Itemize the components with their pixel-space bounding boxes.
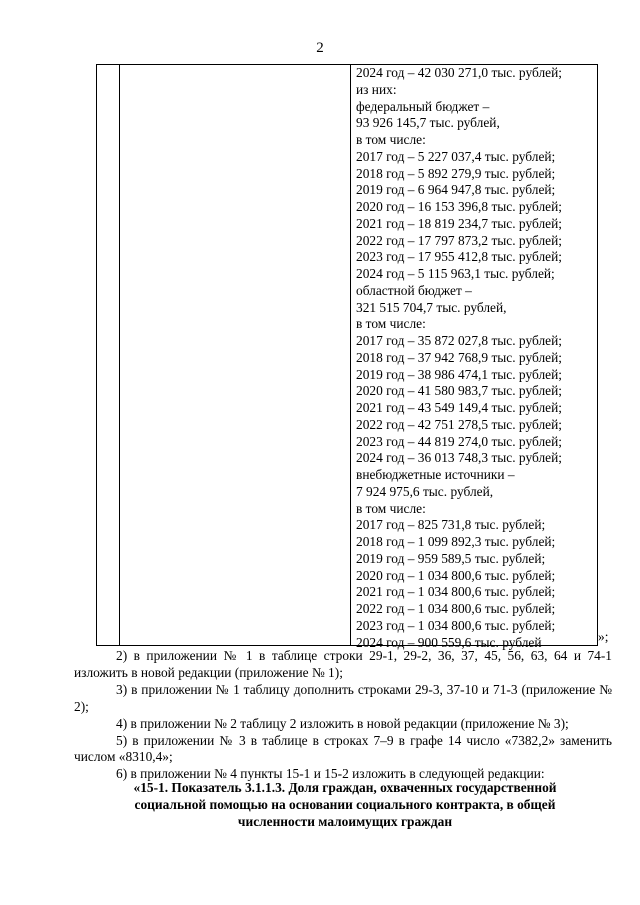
amendment-item-4: 4) в приложении № 2 таблицу 2 изложить в новой редакции (приложение № 3); [116, 715, 569, 731]
financing-line: 2023 год – 1 034 800,6 тыс. рублей; [356, 617, 556, 633]
amendment-item-3: 3) в приложении № 1 таблицу дополнить строками 29-3, 37-10 и 71-3 (приложение № 2); [74, 681, 612, 714]
financing-line: 2020 год – 1 034 800,6 тыс. рублей; [356, 567, 556, 583]
financing-line: 2018 год – 37 942 768,9 тыс. рублей; [356, 349, 562, 365]
financing-line: в том числе: [356, 316, 426, 332]
financing-line: 2019 год – 6 964 947,8 тыс. рублей; [356, 182, 556, 198]
amendment-item-2: 2) в приложении № 1 в таблице строки 29-1, 29-2, 36, 37, 45, 56, 63, 64 и 74-1 изложить в новой редакции (приложение № 1); [74, 648, 612, 680]
financing-line: 2017 год – 5 227 037,4 тыс. рублей; [356, 148, 556, 164]
financing-line: 2019 год – 959 589,5 тыс. рублей; [356, 550, 546, 566]
financing-line: 2022 год – 1 034 800,6 тыс. рублей; [356, 601, 556, 616]
financing-line: 2020 год – 16 153 396,8 тыс. рублей; [356, 199, 562, 214]
financing-line: 2021 год – 1 034 800,6 тыс. рублей; [356, 584, 556, 600]
financing-line: в том числе: [356, 132, 426, 147]
financing-line: 2023 год – 44 819 274,0 тыс. рублей; [356, 433, 562, 449]
column-divider [350, 65, 351, 645]
financing-line: 2017 год – 825 731,8 тыс. рублей; [356, 517, 546, 533]
financing-line: 2019 год – 38 986 474,1 тыс. рублей; [356, 366, 562, 382]
financing-amounts-cell [356, 65, 596, 651]
indicator-heading-line: «15-1. Показатель 3.1.1.3. Доля граждан, охваченных государственной [133, 780, 557, 795]
financing-line: 2024 год – 36 013 748,3 тыс. рублей; [356, 450, 562, 466]
amendment-list [74, 648, 612, 783]
financing-line: федеральный бюджет – [356, 98, 490, 114]
financing-line: 2021 год – 18 819 234,7 тыс. рублей; [356, 215, 562, 231]
page-number: 2 [316, 40, 324, 56]
financing-line: 2023 год – 17 955 412,8 тыс. рублей; [356, 249, 562, 265]
financing-line: областной бюджет – [356, 282, 472, 298]
financing-line: 2024 год – 5 115 963,1 тыс. рублей; [356, 266, 555, 281]
financing-line: 2022 год – 42 751 278,5 тыс. рублей; [356, 416, 562, 432]
amendment-item-6: 6) в приложении № 4 пункты 15-1 и 15-2 изложить в следующей редакции: [116, 766, 545, 782]
column-divider [119, 65, 120, 645]
financing-line: 321 515 704,7 тыс. рублей, [356, 299, 507, 315]
financing-line: 2022 год – 17 797 873,2 тыс. рублей; [356, 232, 562, 248]
financing-line: 7 924 975,6 тыс. рублей, [356, 483, 494, 499]
financing-line: 93 926 145,7 тыс. рублей, [356, 115, 500, 131]
financing-line: 2020 год – 41 580 983,7 тыс. рублей; [356, 383, 562, 399]
indicator-heading-line: численности малоимущих граждан [237, 813, 453, 829]
financing-line: внебюджетные источники – [356, 467, 515, 482]
financing-table [96, 64, 598, 650]
financing-line: в том числе: [356, 500, 426, 516]
financing-line: 2018 год – 5 892 279,9 тыс. рублей; [356, 165, 556, 181]
indicator-heading [90, 780, 600, 831]
indicator-heading-line: социальной помощью на основании социального контракта, в общей [134, 796, 556, 812]
amendment-item-5: 5) в приложении № 3 в таблице в строках 7–9 в графе 14 число «7382,2» заменить числом «8310,4»; [74, 732, 612, 765]
financing-line: из них: [356, 81, 397, 97]
financing-line: 2024 год – 900 559,6 тыс. рублей [356, 634, 542, 650]
financing-line: 2017 год – 35 872 027,8 тыс. рублей; [356, 333, 562, 348]
financing-line: 2021 год – 43 549 149,4 тыс. рублей; [356, 400, 562, 415]
closing-quote: »; [598, 629, 609, 644]
financing-line: 2018 год – 1 099 892,3 тыс. рублей; [356, 534, 556, 549]
financing-line: 2024 год – 42 030 271,0 тыс. рублей; [356, 65, 562, 80]
